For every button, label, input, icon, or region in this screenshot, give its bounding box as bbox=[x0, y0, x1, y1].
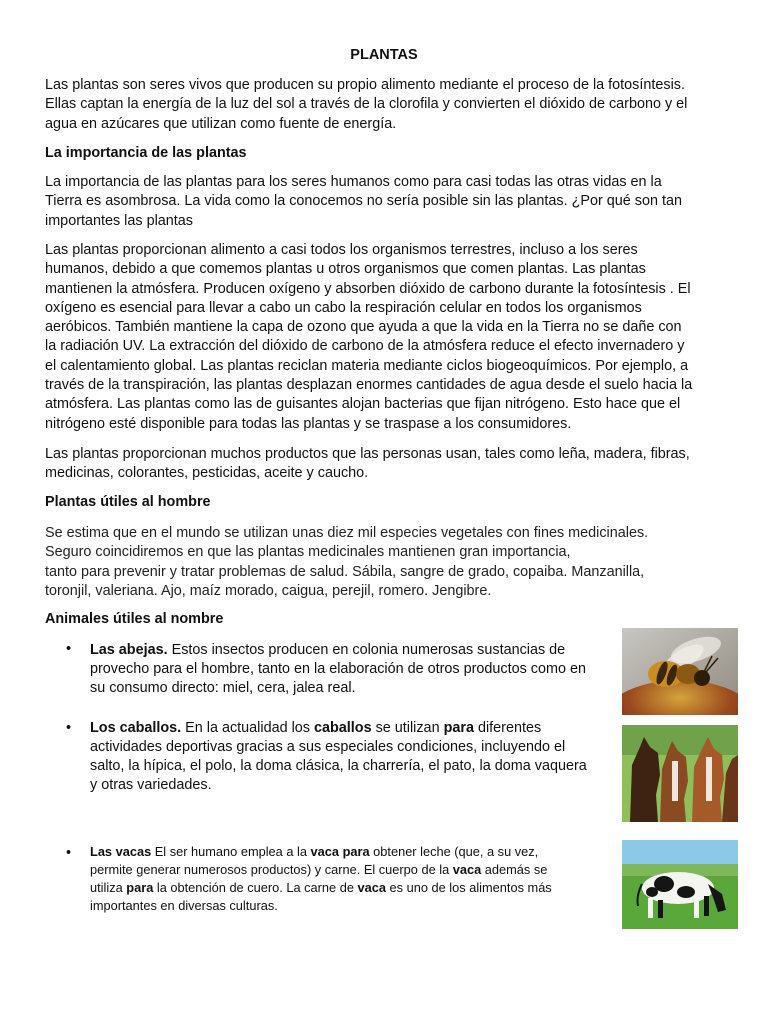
text-line: Tierra es asombrosa. La vida como la conocemos no sería posible sin las plantas. ¿Por qué son tan bbox=[45, 193, 682, 210]
text-line: mantienen la atmósfera. Producen oxígeno y absorben dióxido de carbono durante la fotosíntesis . El bbox=[45, 280, 691, 297]
bold-term: para bbox=[126, 880, 154, 895]
text-line: la radiación UV. La extracción del dióxido de carbono de la atmósfera reduce el efecto invernadero y bbox=[45, 338, 685, 355]
text-line: Seguro coincidiremos en que las plantas medicinales mantienen gran importancia, bbox=[45, 544, 571, 561]
bold-term: caballos bbox=[313, 720, 372, 736]
cow-icon bbox=[622, 840, 738, 929]
list-item-vacas bbox=[90, 843, 615, 915]
text-line: toronjil, valeriana. Ajo, maíz morado, caigua, perejil, romero. Jengibre. bbox=[45, 582, 492, 599]
bold-term: Las vacas bbox=[90, 844, 152, 859]
bold-term: Los caballos. bbox=[90, 720, 182, 736]
bullet-marker: • bbox=[66, 641, 72, 657]
text-line: su consumo directo: miel, cera, jalea real. bbox=[90, 680, 356, 696]
text-line: Las plantas son seres vivos que producen su propio alimento mediante el proceso de la fotosíntesis. bbox=[45, 77, 685, 93]
list-item-caballos bbox=[90, 719, 615, 795]
text-line: oxígeno es esencial para llevar a cabo un cabo la respiración celular en todos los organismos bbox=[45, 299, 642, 316]
heading-importancia: La importancia de las plantas bbox=[45, 145, 247, 161]
text-run: se utilizan bbox=[371, 720, 444, 736]
cow-photo bbox=[622, 840, 738, 929]
text-line: través de la transpiración, las plantas desplazan enormes cantidades de agua desde el suelo hacia la bbox=[45, 377, 693, 394]
importancia-paragraph-3 bbox=[45, 445, 725, 484]
text-line: tanto para prevenir y tratar problemas de salud. Sábila, sangre de grado, copaiba. Manzanilla, bbox=[45, 563, 645, 580]
text-line: importantes las plantas bbox=[45, 212, 193, 229]
text-line: aeróbicos. También mantiene la capa de ozono que ayuda a que la vida en la Tierra no se dañe con bbox=[45, 319, 682, 336]
text-line: atmósfera. Las plantas como las de guisantes alojan bacterias que fijan nitrógeno. Esto hace que el bbox=[45, 396, 681, 413]
text-line: provecho para el hombre, tanto en la elaboración de otros productos como en bbox=[90, 661, 586, 677]
text-line: humanos, debido a que comemos plantas u otros organismos que comen plantas. Las plantas bbox=[45, 261, 646, 278]
text-run: diferentes bbox=[473, 720, 542, 736]
list-item-abejas bbox=[90, 641, 615, 698]
text-line: medicinas, colorantes, pesticidas, aceite y caucho. bbox=[45, 465, 369, 482]
bold-term: vaca para bbox=[310, 844, 370, 859]
importancia-paragraph-1 bbox=[45, 173, 725, 231]
bullet-marker: • bbox=[66, 845, 72, 861]
horses-icon bbox=[622, 725, 738, 822]
intro-paragraph bbox=[45, 76, 725, 134]
text-line: nitrógeno esté disponible para todas las plantas y se traspase a los consumidores. bbox=[45, 415, 572, 432]
heading-animales: Animales útiles al nombre bbox=[45, 611, 224, 627]
text-line: importantes en diversas culturas. bbox=[90, 898, 278, 913]
bold-term: vaca bbox=[357, 880, 386, 895]
bee-icon bbox=[622, 628, 738, 715]
text-line: Ellas captan la energía de la luz del sol a través de la clorofila y convierten el dióxido de carbono y el bbox=[45, 96, 688, 113]
text-line: y otras variedades. bbox=[90, 777, 212, 793]
bold-term: vaca bbox=[452, 862, 482, 877]
text-run: además se bbox=[481, 862, 548, 877]
horses-photo bbox=[622, 725, 738, 822]
text-line: La importancia de las plantas para los seres humanos como para casi todas las otras vidas en la bbox=[45, 174, 662, 190]
bullet-marker: • bbox=[66, 720, 72, 736]
text-line: agua en azúcares que utilizan como fuente de energía. bbox=[45, 115, 397, 132]
text-line: actividades deportivas gracias a sus especiales condiciones, incluyendo el bbox=[90, 739, 566, 755]
text-line: Las plantas proporcionan alimento a casi todos los organismos terrestres, incluso a los seres bbox=[45, 242, 638, 258]
bold-term: Las abejas. bbox=[90, 642, 168, 658]
text-line: Las plantas proporcionan muchos productos que las personas usan, tales como leña, madera, fibras, bbox=[45, 446, 690, 462]
text-run: la obtención de cuero. La carne de bbox=[153, 880, 358, 895]
text-run: Estos insectos producen en colonia numerosas sustancias de bbox=[167, 642, 566, 658]
text-line: el calentamiento global. Las plantas reciclan materia mediante ciclos biogeoquímicos. Por ejemplo, a bbox=[45, 357, 689, 374]
plantas-utiles-paragraph bbox=[45, 524, 725, 601]
text-run: obtener leche (que, a su vez, bbox=[369, 844, 539, 859]
importancia-paragraph-2 bbox=[45, 241, 725, 434]
text-run: es uno de los alimentos más bbox=[385, 880, 552, 895]
text-run: permite generar numerosos productos) y carne. El cuerpo de la bbox=[90, 862, 453, 877]
text-line: salto, la hípica, el polo, la doma clásica, la charrería, el pato, la doma vaquera bbox=[90, 758, 587, 774]
text-run: utiliza bbox=[90, 880, 127, 895]
text-run: El ser humano emplea a la bbox=[151, 844, 311, 859]
text-run: En la actualidad los bbox=[181, 720, 314, 736]
page-title: PLANTAS bbox=[350, 47, 418, 63]
heading-plantas-utiles: Plantas útiles al hombre bbox=[45, 494, 211, 510]
bee-photo bbox=[622, 628, 738, 715]
text-line: Se estima que en el mundo se utilizan unas diez mil especies vegetales con fines medicinales. bbox=[45, 525, 649, 541]
bold-term: para bbox=[443, 720, 474, 736]
